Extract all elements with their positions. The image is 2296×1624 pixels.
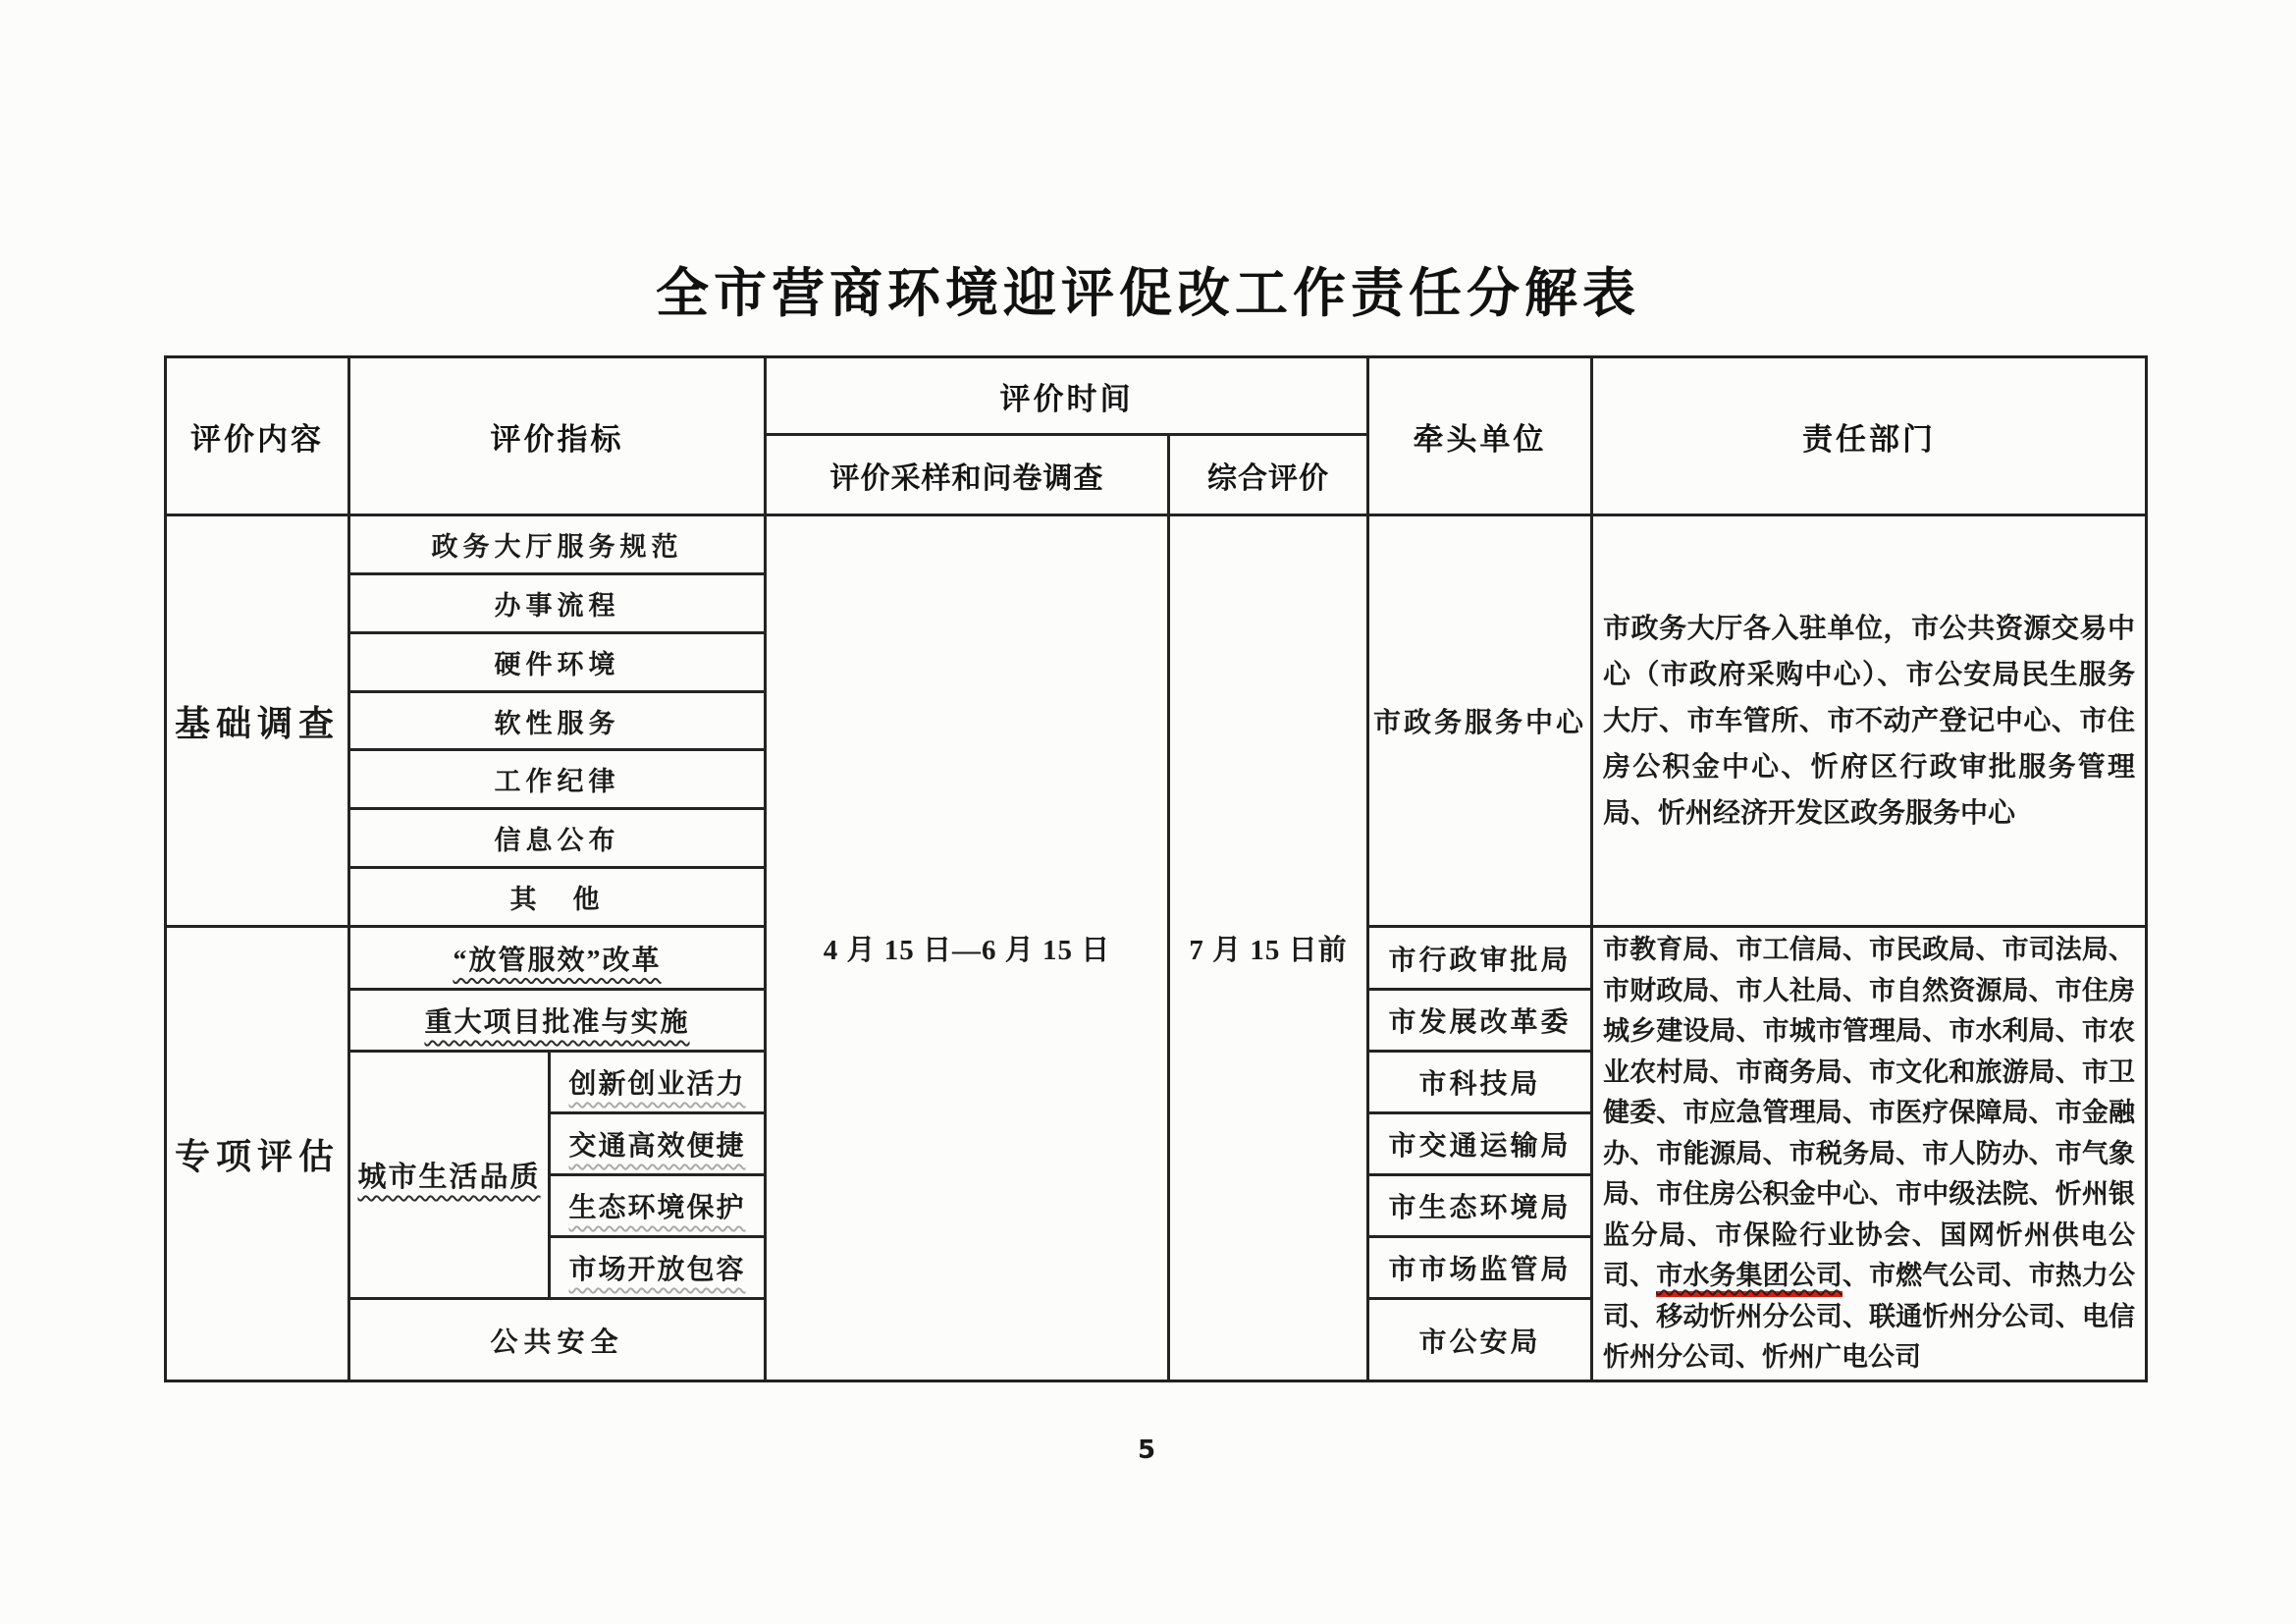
page-title: 全市营商环境迎评促改工作责任分解表 [656,264,1640,323]
lead-unit-transport-bureau: 市交通运输局 [1369,1114,1593,1176]
responsible-special-post: 、市燃气公司、市热力公司、移动忻州分公司、联通忻州分公司、电信忻州分公司、忻州广电公司 [1603,1261,2136,1372]
basic-indicator-soft-services: 软性服务 [350,693,764,752]
responsible-special-pre: 市教育局、市工信局、市民政局、市司法局、市财政局、市人社局、市自然资源局、市住房城乡建设局、市城市管理局、市水利局、市农业农村局、市商务局、市文化和旅游局、市卫健委、市应急管理局、市医疗保障局、市金融办、市能源局、市税务局、市人防办、市气象局、市住房公积金中心、市中级法院、忻州银监分局、市保险行业协会、国网忻州供电公司、 [1603,935,2135,1290]
lead-unit-public-security-bureau: 市公安局 [1369,1300,1593,1380]
urban-life-quality-text: 城市生活品质 [357,1162,541,1193]
responsible-depts-special-text [1603,930,2135,1379]
lead-unit-development-reform: 市发展改革委 [1369,991,1593,1053]
basic-indicator-list [350,516,767,928]
water-group-red-underlined: 市水务集团公司 [1656,1261,1842,1297]
page-number: 5 [1137,1435,1156,1465]
header-eval-content: 评价内容 [167,358,350,516]
special-sub-innovation-vitality [551,1053,767,1114]
special-sub-transport-efficiency [551,1114,767,1176]
basic-indicator-other: 其 他 [509,885,605,915]
special-sub-3-text: 市场开放包容 [568,1255,746,1285]
time-sample-value: 4 月 15 日—6 月 15 日 [767,516,1170,1380]
lead-unit-admin-approval-bureau: 市行政审批局 [1369,928,1593,991]
basic-indicator-hardware: 硬件环境 [350,634,764,693]
header-time-overall-eval: 综合评价 [1170,436,1369,516]
basic-indicator-info-publication: 信息公布 [350,810,764,869]
lead-unit-market-regulation-bureau: 市市场监管局 [1369,1238,1593,1300]
responsible-depts-basic [1593,516,2145,928]
basic-indicator-procedures: 办事流程 [350,575,764,634]
special-sub-market-openness [551,1238,767,1300]
special-indicator-row0-text: “放管服效”改革 [453,945,662,976]
special-indicator-public-safety: 公共安全 [350,1300,767,1380]
header-time-sample-survey: 评价采样和问卷调查 [767,436,1170,516]
lead-unit-govt-service-center: 市政务服务中心 [1369,516,1593,928]
lead-unit-science-tech-bureau: 市科技局 [1369,1053,1593,1114]
header-responsible-dept: 责任部门 [1593,358,2145,516]
responsibility-table [164,355,2148,1382]
responsible-depts-basic-text: 市政务大厅各入驻单位，市公共资源交易中心（市政府采购中心）、市公安局民生服务大厅、市车管所、市不动产登记中心、市住房公积金中心、忻府区行政审批服务管理局、忻州经济开发区政务服务中心 [1603,613,2135,829]
basic-indicator-hall-standards: 政务大厅服务规范 [350,516,764,575]
section-basic-survey-label: 基础调查 [167,516,350,928]
section-special-eval-label: 专项评估 [167,928,350,1380]
special-indicator-urban-life-quality-group [350,1053,551,1300]
special-indicator-row1-text: 重大项目批准与实施 [424,1007,690,1038]
special-sub-1-text: 交通高效便捷 [568,1131,746,1162]
special-indicator-major-projects [350,991,767,1053]
special-sub-2-text: 生态环境保护 [568,1193,746,1223]
header-eval-time: 评价时间 [767,358,1369,436]
header-lead-unit: 牵头单位 [1369,358,1593,516]
special-sub-eco-environment [551,1176,767,1238]
special-indicator-fangguanfuxiao-reform [350,928,767,991]
header-eval-indicator: 评价指标 [350,358,767,516]
time-overall-value: 7 月 15 日前 [1170,516,1369,1380]
responsible-depts-special [1593,928,2145,1380]
special-sub-0-text: 创新创业活力 [568,1069,746,1100]
lead-unit-eco-environment-bureau: 市生态环境局 [1369,1176,1593,1238]
basic-indicator-discipline: 工作纪律 [350,751,764,810]
